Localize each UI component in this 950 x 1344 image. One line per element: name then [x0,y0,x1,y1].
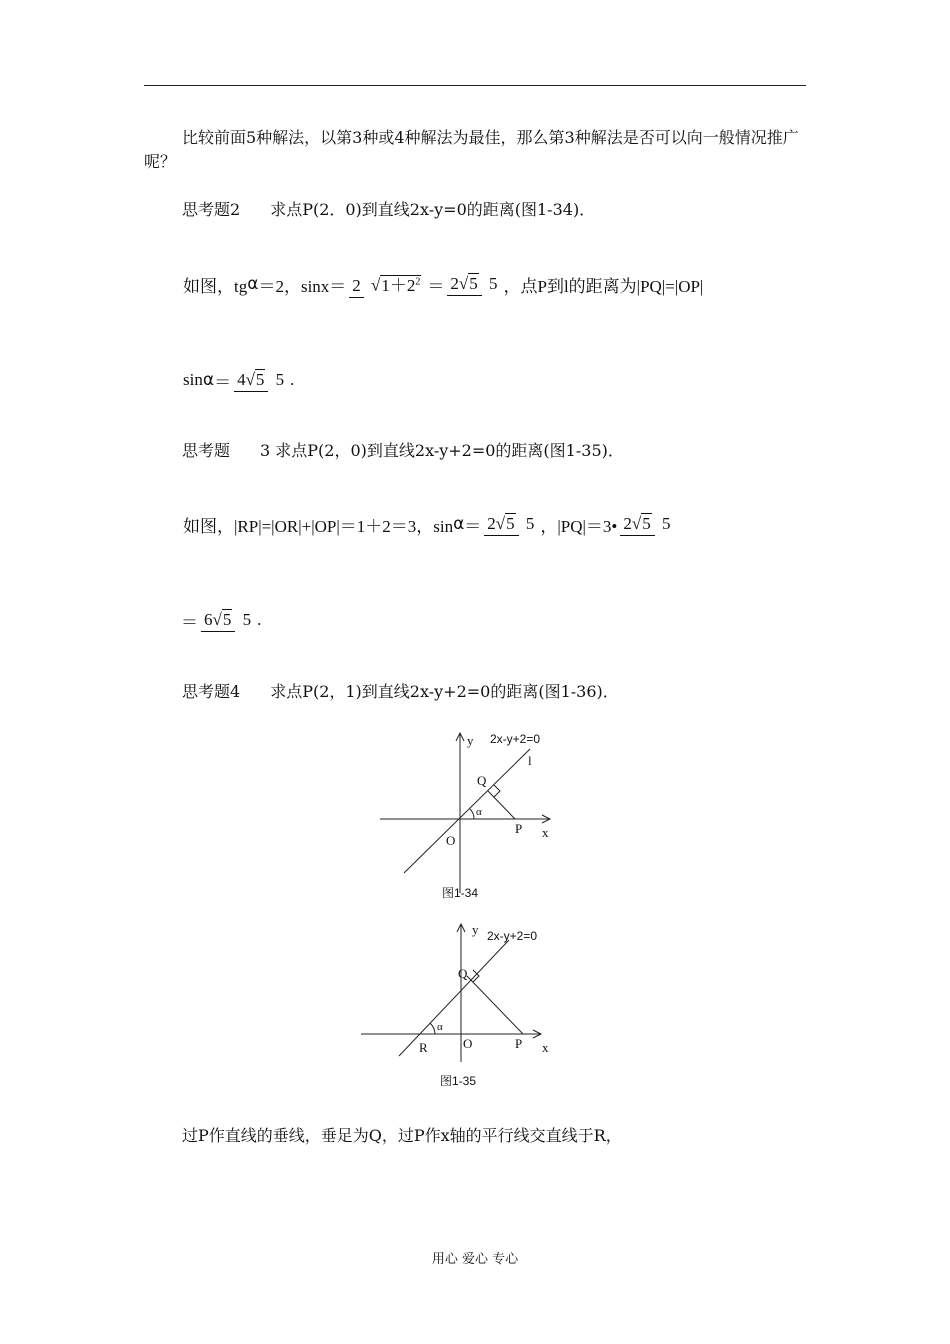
angle-arc [430,1023,435,1034]
problem-3-text: 3 求点P(2，0)到直线2x-y+2=0的距离(图1-35)． [260,441,624,460]
line-l [399,940,509,1056]
alpha-label: α [437,1021,443,1033]
l-label: l [528,753,532,768]
O-label: O [446,833,456,848]
figure-1-34 [370,725,570,905]
problem-3 [182,439,624,463]
alpha-symbol: α [247,274,259,294]
alpha-label: α [476,806,482,818]
solution-3-line2: ＝ 6√5 5 . [181,610,262,632]
Q-label: Q [477,773,487,788]
y-label: y [467,733,474,748]
x-label: x [542,1040,549,1055]
solution-2-line1 [183,256,703,312]
right-angle-mark [494,785,500,797]
line-l [404,749,530,873]
y-label: y [472,922,479,937]
fraction-2sqrt5-over-5: 2√5 5 [620,514,673,534]
solution-3-line1: 如图，|RP|=|OR|+|OP|＝1＋2＝3，sin α ＝ 2√5 5 ，|PQ|＝3• 2√5 5 [183,496,676,552]
problem-2-label: 思考题2 [182,200,241,219]
perpendicular-PQ [467,976,523,1034]
problem-4-text: 求点P(2，1)到直线2x-y+2=0的距离(图1-36)． [270,682,619,701]
problem-2 [182,198,595,222]
problem-3-label: 思考题 [182,441,231,460]
fraction-2sqrt5-over-5: 2√5 5 [484,514,537,534]
figure-caption: 图1-35 [440,1074,477,1088]
sol2-lead: 如图，tg [183,276,248,296]
problem-4 [182,680,619,704]
P-label: P [515,821,523,836]
fraction-6sqrt5-over-5: 6√5 5 [201,610,254,630]
sol2-eq2: ＝ [427,276,445,296]
problem-4-label: 思考题4 [182,682,241,701]
alpha-symbol: α [202,370,215,390]
right-angle-mark [473,970,479,982]
O-label: O [463,1036,473,1051]
Q-label: Q [458,966,468,981]
solution-2-line2: sin α ＝ 4√5 5 . [183,370,295,392]
sol2-tail: ，点P到l的距离为|PQ|=|OP| [503,276,704,296]
header-rule [144,85,806,86]
x-label: x [542,825,549,840]
intro-paragraph: 比较前面5种解法，以第3种或4种解法为最佳，那么第3种解法是否可以向一般情况推广呢？ [144,128,799,171]
problem-2-text: 求点P(2．0)到直线2x-y=0的距离(图1-34)． [270,200,596,219]
figure-1-35 [355,912,565,1092]
fraction-4sqrt5-over-5: 4√5 5 [234,370,287,390]
sol2-eq1: ＝2，sinx＝ [258,276,347,296]
R-label: R [419,1040,428,1055]
line-equation: 2x-y+2=0 [490,732,541,746]
P-label: P [515,1036,523,1051]
fraction-2sqrt5-over-5: 2√5 5 [447,274,500,294]
page-footer: 用心 爱心 专心 [431,1252,519,1267]
figure-caption: 图1-34 [442,886,479,900]
closing-line: 过P作直线的垂线，垂足为Q，过P作x轴的平行线交直线于R， [182,1126,622,1145]
angle-arc [470,809,474,819]
line-equation: 2x-y+2=0 [487,929,538,943]
fraction-2-over-sqrt: 2 $√1+2^2$ [349,272,424,296]
alpha-symbol: α [453,514,465,534]
perpendicular-PQ [488,791,515,819]
